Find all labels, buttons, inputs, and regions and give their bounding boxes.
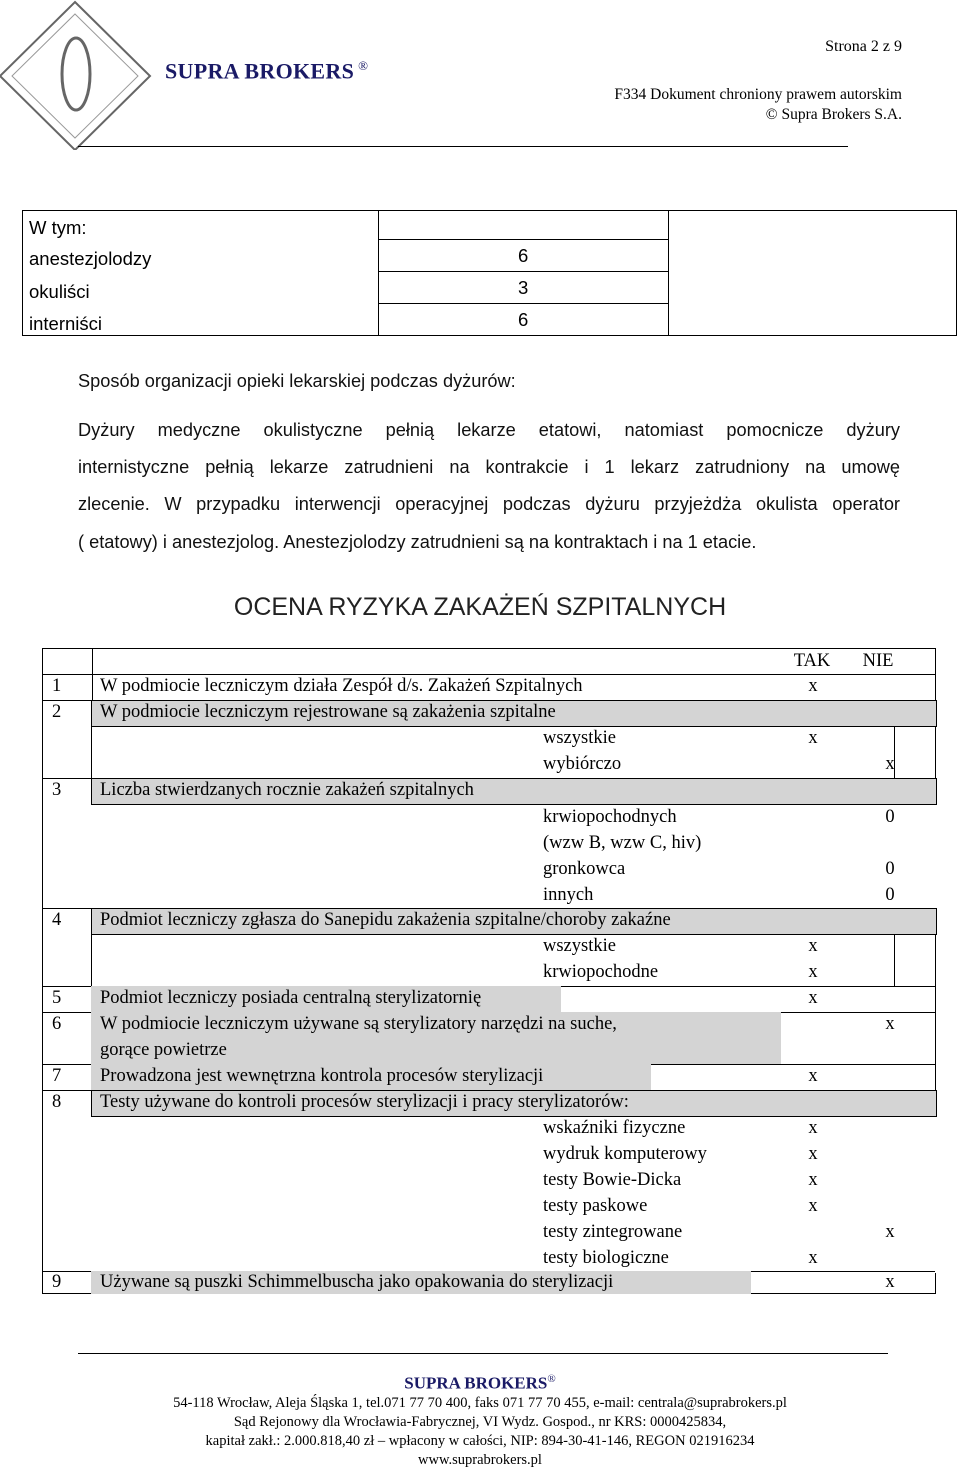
organization-line: Dyżury medyczne okulistyczne pełnią lekarze etatowi, natomiast pomocnicze dyżury <box>78 420 900 440</box>
no-mark: x <box>885 1272 895 1292</box>
organization-line: ( etatowy) i anestezjolog. Anestezjolodzy zatrudnieni są na kontraktach i na 1 etacie. <box>78 532 757 552</box>
organization-line: zlecenie. W przypadku interwencji operacyjnej podczas dyżuru przyjeżdża okulista operator <box>78 494 900 514</box>
sub-option: gronkowca <box>543 859 626 879</box>
sub-option: testy biologiczne <box>543 1248 669 1268</box>
sub-option: wskaźniki fizyczne <box>543 1118 686 1138</box>
footer-capital: kapitał zakł.: 2.000.818,40 zł – wpłacony w całości, NIP: 894-30-41-146, REGON 021916234 <box>205 1433 755 1449</box>
infection-risk-table: TAK NIE 1 W podmiocie leczniczym działa Zespół d/s. Zakażeń Szpitalnych x 2 W podmiocie leczniczym rejestrowane są zakażenia szpitalne wszystkie x wybiórczo x 3 Liczba stwierdzanych rocznie zakażeń szpitalnych krwiopochodnych 0 (wzw B, wzw C, hiv) gronkowca 0 innych 0 4 Podmiot leczniczy zgłasza do Sanepidu zakażenia szpitalne/choroby zakaźne wszystkie x krwiopochodne x 5 Podmiot leczniczy posiada centralną sterylizatornię x 6 W podmiocie leczniczym używane są sterylizatory narzędzi na suche, x gorące powietrze 7 Prowadzona jest wewnętrzna kontrola procesów sterylizacji x 8 Testy używane do kontroli procesów sterylizacji i pracy sterylizatorów: wskaźniki fizyczne x wydruk komputerowy x testy Bowie-Dicka x testy paskowe x testy zintegrowane x testy biologiczne x 9 Używane są puszki Schimmelbuscha jako opakowania do sterylizacji x <box>42 648 936 1294</box>
yes-mark: x <box>808 1066 818 1086</box>
sub-option: (wzw B, wzw C, hiv) <box>543 833 702 853</box>
footer-website: www.suprabrokers.pl <box>418 1452 542 1468</box>
yes-mark: x <box>808 1144 818 1164</box>
col-header-no: NIE <box>862 651 894 671</box>
stats-label: interniści <box>29 313 102 334</box>
stats-heading: W tym: <box>29 217 87 238</box>
sub-option: testy Bowie-Dicka <box>543 1170 682 1190</box>
sub-option: wydruk komputerowy <box>543 1144 707 1164</box>
sub-option: testy zintegrowane <box>543 1222 683 1242</box>
sub-option: wybiórczo <box>543 754 622 774</box>
sub-option: krwiopochodne <box>543 962 659 982</box>
footer-divider <box>78 1353 888 1354</box>
staff-stats-table <box>22 210 957 336</box>
header-divider <box>78 146 848 147</box>
yes-mark: x <box>808 1170 818 1190</box>
count-value: 0 <box>885 859 895 879</box>
stats-label: okuliści <box>29 281 90 302</box>
stats-value: 6 <box>518 309 529 330</box>
stats-value: 6 <box>518 245 529 266</box>
footer-court: Sąd Rejonowy dla Wrocławia-Fabrycznej, VI Wydz. Gospod., nr KRS: 0000425834, <box>233 1414 727 1430</box>
no-mark: x <box>885 754 895 774</box>
yes-mark: x <box>808 1248 818 1268</box>
footer-brand: SUPRA BROKERS® <box>404 1373 556 1393</box>
yes-mark: x <box>808 988 818 1008</box>
no-mark: x <box>885 1014 895 1034</box>
count-value: 0 <box>885 807 895 827</box>
yes-mark: x <box>808 728 818 748</box>
header-brand: SUPRA BROKERS ® <box>165 58 369 84</box>
copyright-owner: © Supra Brokers S.A. <box>765 106 902 123</box>
copyright-notice: F334 Dokument chroniony prawem autorskim <box>614 86 902 103</box>
sub-option: testy paskowe <box>543 1196 648 1216</box>
page-number: Strona 2 z 9 <box>825 38 902 55</box>
sub-option: krwiopochodnych <box>543 807 677 827</box>
count-value: 0 <box>885 885 895 905</box>
organization-line: internistyczne pełnią lekarze zatrudnieni na kontrakcie i 1 lekarz zatrudniony na umowę <box>78 457 900 477</box>
sub-option: innych <box>543 885 594 905</box>
yes-mark: x <box>808 1196 818 1216</box>
organization-heading: Sposób organizacji opieki lekarskiej podczas dyżurów: <box>78 371 516 391</box>
yes-mark: x <box>808 936 818 956</box>
stats-label: anestezjolodzy <box>29 248 152 269</box>
sub-option: wszystkie <box>543 728 616 748</box>
supra-brokers-logo <box>0 0 160 150</box>
footer-address: 54-118 Wrocław, Aleja Śląska 1, tel.071 77 70 400, faks 071 77 70 455, e-mail: centrala@suprabrokers.pl <box>173 1395 787 1411</box>
yes-mark: x <box>808 676 818 696</box>
no-mark: x <box>885 1222 895 1242</box>
col-header-yes: TAK <box>793 651 831 671</box>
stats-value: 3 <box>518 277 529 298</box>
yes-mark: x <box>808 1118 818 1138</box>
sub-option: wszystkie <box>543 936 616 956</box>
section-title: OCENA RYZYKA ZAKAŻEŃ SZPITALNYCH <box>233 593 727 621</box>
yes-mark: x <box>808 962 818 982</box>
